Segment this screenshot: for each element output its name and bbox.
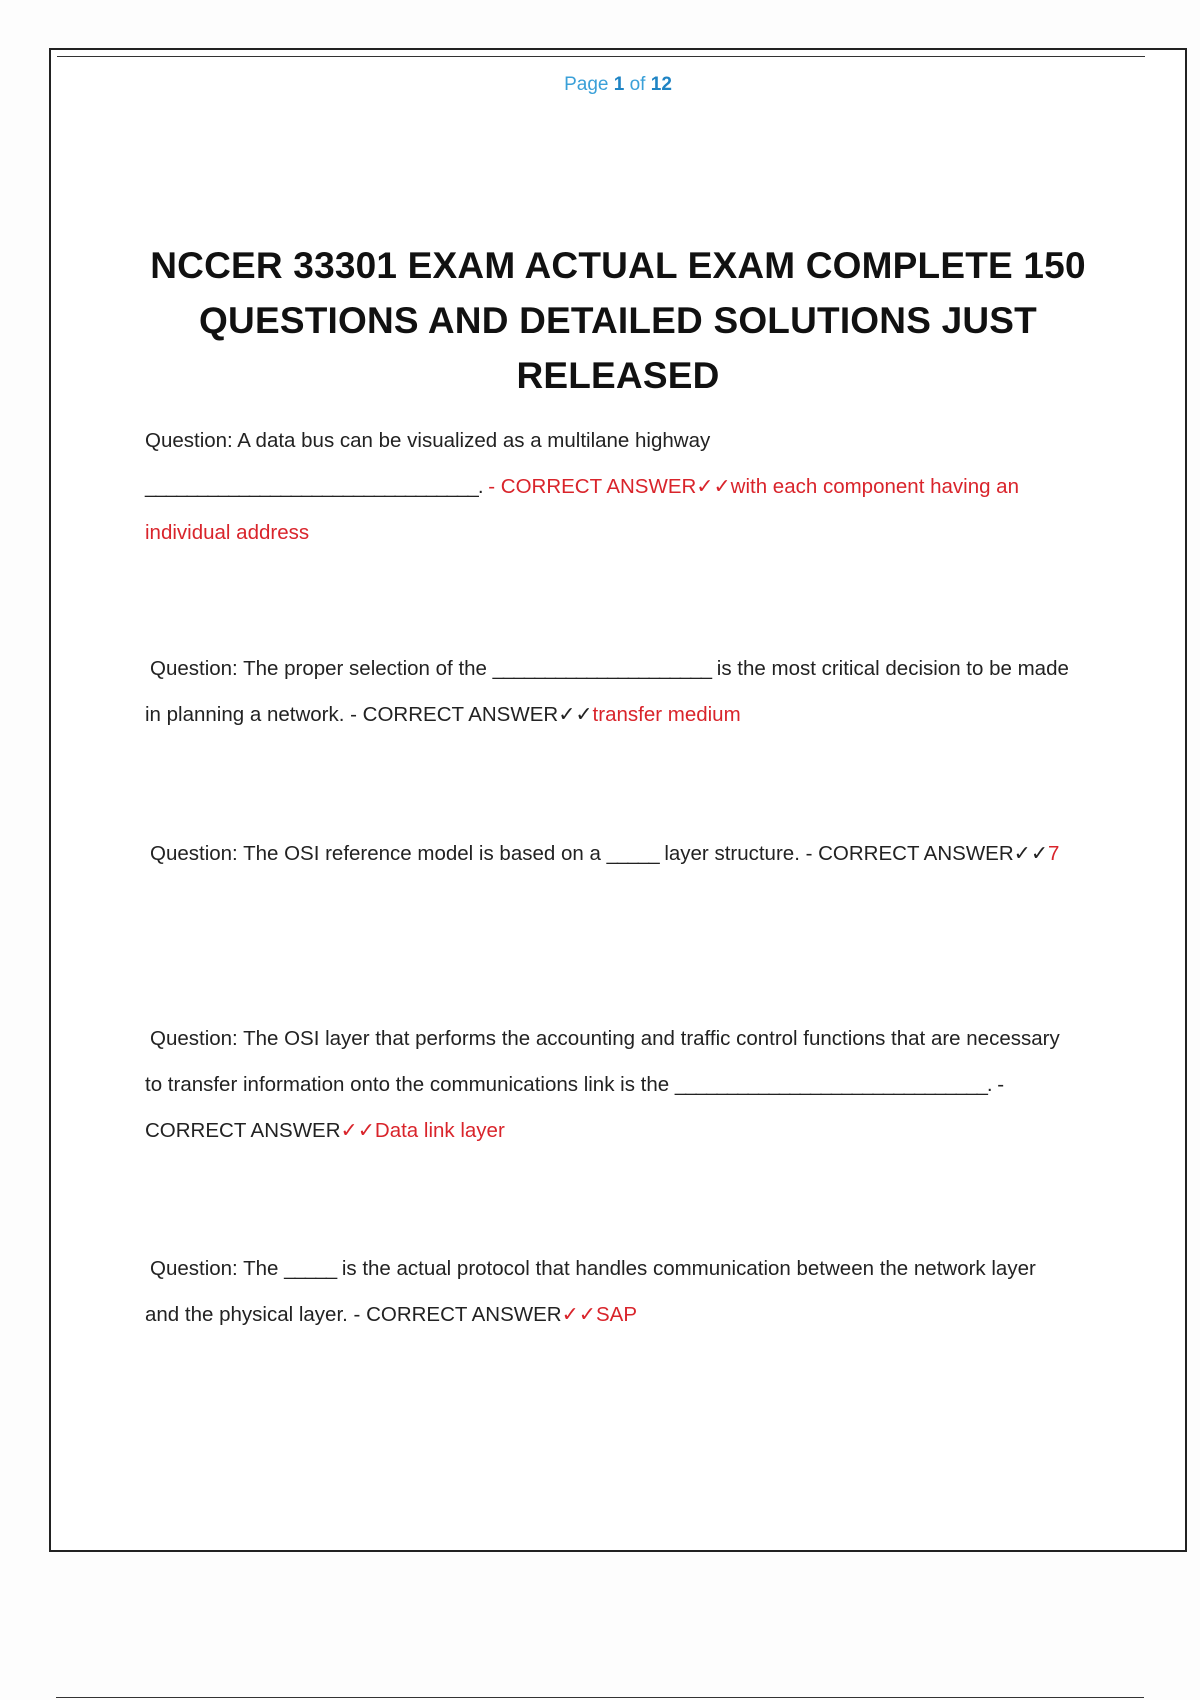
document-title: NCCER 33301 EXAM ACTUAL EXAM COMPLETE 150 QUESTIONS AND DETAILED SOLUTIONS JUST RELEASED xyxy=(150,245,1086,396)
check-mark-icon: ✓✓ xyxy=(561,1303,596,1326)
check-mark-icon: ✓✓ xyxy=(558,703,593,726)
answer-text: transfer medium xyxy=(592,703,741,726)
answer-blank: _____________________ xyxy=(492,657,712,680)
answer-blank: _____ xyxy=(606,842,659,865)
question-4: Question: The OSI layer that performs the accounting and traffic control functions that are necessary to transfer information onto the communications link is the ______________________________. - CORRECT ANSWER✓✓Data link layer xyxy=(145,1027,1060,1142)
question-1: Question: A data bus can be visualized as a multilane highway ________________________________. - CORRECT ANSWER✓✓with each component having an individual address xyxy=(145,429,1019,544)
answer-text: SAP xyxy=(595,1303,637,1326)
question-3: Question: The OSI reference model is based on a _____ layer structure. - CORRECT ANSWER✓✓7 xyxy=(150,842,1060,865)
page-number: Page 1 of 12 xyxy=(564,74,672,95)
check-mark-icon: ✓✓ xyxy=(696,475,731,498)
footer-rule xyxy=(56,1697,1144,1698)
document-page xyxy=(49,48,1187,1552)
question-5: Question: The _____ is the actual protocol that handles communication between the network layer and the physical layer. - CORRECT ANSWER✓✓SAP xyxy=(145,1257,1036,1326)
check-mark-icon: ✓✓ xyxy=(340,1119,375,1142)
page-total: 12 xyxy=(650,74,672,95)
answer-text: 7 xyxy=(1048,842,1060,865)
answer-blank: _____ xyxy=(284,1257,337,1280)
answer-blank: ________________________________. xyxy=(145,475,483,498)
answer-blank: ______________________________. xyxy=(674,1073,992,1096)
page-current: 1 xyxy=(613,74,625,95)
answer-text: with each component having an individual address xyxy=(145,475,1019,544)
question-2: Question: The proper selection of the _____________________ is the most critical decision to be made in planning a network. - CORRECT ANSWER✓✓transfer medium xyxy=(145,657,1069,726)
check-mark-icon: ✓✓ xyxy=(1013,842,1048,865)
header-rule xyxy=(57,56,1145,57)
answer-text: Data link layer xyxy=(374,1119,505,1142)
